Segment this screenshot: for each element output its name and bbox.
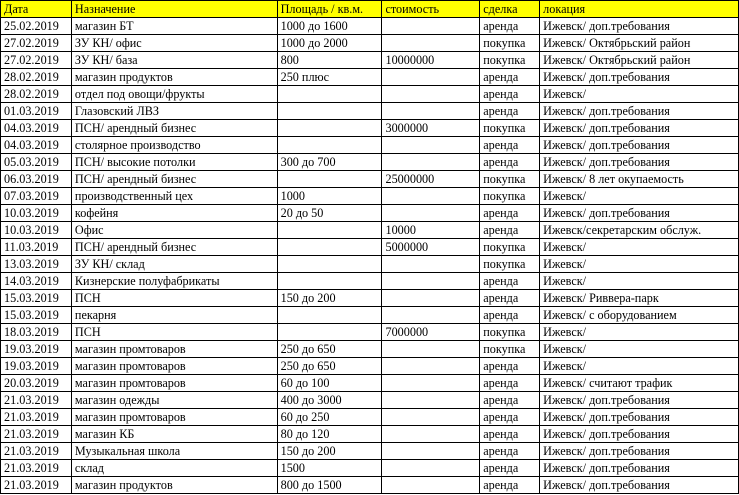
cell-purpose[interactable]: ПСН [71, 324, 277, 341]
cell-date[interactable]: 21.03.2019 [1, 426, 72, 443]
cell-deal[interactable]: аренда [480, 69, 540, 86]
table-row [1, 307, 739, 324]
cell-date[interactable]: 11.03.2019 [1, 239, 72, 256]
table-row [1, 443, 739, 460]
table-row [1, 103, 739, 120]
cell-deal[interactable]: аренда [480, 222, 540, 239]
cell-purpose[interactable]: склад [71, 460, 277, 477]
cell-area[interactable]: 300 до 700 [277, 154, 382, 171]
cell-date[interactable]: 04.03.2019 [1, 137, 72, 154]
cell-purpose[interactable]: магазин КБ [71, 426, 277, 443]
cell-price[interactable] [382, 409, 480, 426]
cell-location[interactable]: Ижевск/секретарским обслуж. [540, 222, 739, 239]
table-row [1, 341, 739, 358]
cell-location[interactable]: Ижевск/ доп.требования [540, 477, 739, 494]
cell-date[interactable]: 06.03.2019 [1, 171, 72, 188]
cell-location[interactable]: Ижевск/ доп.требования [540, 137, 739, 154]
cell-area[interactable]: 20 до 50 [277, 205, 382, 222]
cell-deal[interactable]: аренда [480, 358, 540, 375]
cell-location[interactable]: Ижевск/ доп.требования [540, 392, 739, 409]
cell-area[interactable]: 60 до 250 [277, 409, 382, 426]
cell-price[interactable] [382, 137, 480, 154]
cell-deal[interactable]: аренда [480, 103, 540, 120]
cell-location[interactable]: Ижевск/ [540, 188, 739, 205]
table-row [1, 290, 739, 307]
cell-date[interactable]: 27.02.2019 [1, 52, 72, 69]
header-cell-area[interactable]: Площадь / кв.м. [277, 1, 382, 18]
cell-purpose[interactable]: производственный цех [71, 188, 277, 205]
cell-area[interactable]: 80 до 120 [277, 426, 382, 443]
cell-deal[interactable]: аренда [480, 375, 540, 392]
cell-date[interactable]: 21.03.2019 [1, 477, 72, 494]
cell-purpose[interactable]: магазин промтоваров [71, 358, 277, 375]
table-row [1, 460, 739, 477]
cell-date[interactable]: 15.03.2019 [1, 307, 72, 324]
cell-deal[interactable]: покупка [480, 35, 540, 52]
cell-purpose[interactable]: ЗУ КН/ база [71, 52, 277, 69]
cell-price[interactable] [382, 290, 480, 307]
cell-deal[interactable]: аренда [480, 86, 540, 103]
cell-area[interactable] [277, 171, 382, 188]
cell-date[interactable]: 27.02.2019 [1, 35, 72, 52]
table-row [1, 52, 739, 69]
cell-purpose[interactable]: магазин промтоваров [71, 375, 277, 392]
table-row [1, 239, 739, 256]
cell-purpose[interactable]: магазин промтоваров [71, 409, 277, 426]
cell-area[interactable]: 60 до 100 [277, 375, 382, 392]
cell-location[interactable]: Ижевск/ с оборудованием [540, 307, 739, 324]
cell-area[interactable]: 150 до 200 [277, 443, 382, 460]
cell-deal[interactable]: аренда [480, 137, 540, 154]
table-row [1, 222, 739, 239]
cell-purpose[interactable]: магазин продуктов [71, 477, 277, 494]
cell-deal[interactable]: аренда [480, 443, 540, 460]
cell-area[interactable]: 800 [277, 52, 382, 69]
cell-date[interactable]: 15.03.2019 [1, 290, 72, 307]
cell-area[interactable]: 800 до 1500 [277, 477, 382, 494]
cell-deal[interactable]: аренда [480, 409, 540, 426]
cell-purpose[interactable]: Кизнерские полуфабрикаты [71, 273, 277, 290]
header-cell-price[interactable]: стоимость [382, 1, 480, 18]
cell-purpose[interactable]: ПСН/ арендный бизнес [71, 239, 277, 256]
cell-purpose[interactable]: магазин продуктов [71, 69, 277, 86]
cell-date[interactable]: 18.03.2019 [1, 324, 72, 341]
table-row [1, 409, 739, 426]
cell-deal[interactable]: покупка [480, 341, 540, 358]
cell-price[interactable] [382, 392, 480, 409]
cell-date[interactable]: 21.03.2019 [1, 443, 72, 460]
cell-deal[interactable]: аренда [480, 290, 540, 307]
cell-date[interactable]: 21.03.2019 [1, 460, 72, 477]
cell-date[interactable]: 21.03.2019 [1, 392, 72, 409]
cell-purpose[interactable]: ПСН/ арендный бизнес [71, 120, 277, 137]
cell-price[interactable]: 25000000 [382, 171, 480, 188]
cell-deal[interactable]: аренда [480, 18, 540, 35]
cell-price[interactable] [382, 307, 480, 324]
cell-date[interactable]: 10.03.2019 [1, 222, 72, 239]
cell-date[interactable]: 20.03.2019 [1, 375, 72, 392]
cell-deal[interactable]: аренда [480, 205, 540, 222]
cell-deal[interactable]: аренда [480, 477, 540, 494]
cell-deal[interactable]: покупка [480, 188, 540, 205]
cell-location[interactable]: Ижевск/ Октябрьский район [540, 35, 739, 52]
cell-area[interactable] [277, 222, 382, 239]
table-row [1, 426, 739, 443]
cell-price[interactable] [382, 460, 480, 477]
table-row [1, 86, 739, 103]
cell-location[interactable]: Ижевск/ доп.требования [540, 120, 739, 137]
cell-date[interactable]: 21.03.2019 [1, 409, 72, 426]
cell-price[interactable] [382, 154, 480, 171]
cell-date[interactable]: 19.03.2019 [1, 358, 72, 375]
cell-date[interactable]: 28.02.2019 [1, 86, 72, 103]
cell-area[interactable] [277, 120, 382, 137]
table-row [1, 171, 739, 188]
cell-purpose[interactable]: ЗУ КН/ офис [71, 35, 277, 52]
cell-location[interactable]: Ижевск/ [540, 256, 739, 273]
cell-date[interactable]: 28.02.2019 [1, 69, 72, 86]
cell-location[interactable]: Ижевск/ доп.требования [540, 69, 739, 86]
cell-location[interactable]: Ижевск/ доп.требования [540, 103, 739, 120]
cell-purpose[interactable]: пекарня [71, 307, 277, 324]
cell-purpose[interactable]: магазин БТ [71, 18, 277, 35]
cell-price[interactable]: 3000000 [382, 120, 480, 137]
cell-area[interactable] [277, 86, 382, 103]
cell-price[interactable] [382, 375, 480, 392]
cell-price[interactable]: 5000000 [382, 239, 480, 256]
table-row [1, 205, 739, 222]
cell-area[interactable] [277, 324, 382, 341]
header-cell-purpose[interactable]: Назначение [71, 1, 277, 18]
cell-purpose[interactable]: кофейня [71, 205, 277, 222]
cell-deal[interactable]: покупка [480, 120, 540, 137]
cell-deal[interactable]: аренда [480, 307, 540, 324]
cell-purpose[interactable]: ПСН [71, 290, 277, 307]
table-row [1, 35, 739, 52]
cell-date[interactable]: 25.02.2019 [1, 18, 72, 35]
cell-price[interactable] [382, 18, 480, 35]
cell-price[interactable]: 10000000 [382, 52, 480, 69]
table-row [1, 375, 739, 392]
table-row [1, 324, 739, 341]
cell-price[interactable] [382, 256, 480, 273]
cell-area[interactable]: 1000 до 1600 [277, 18, 382, 35]
cell-location[interactable]: Ижевск/ 8 лет окупаемость [540, 171, 739, 188]
cell-location[interactable]: Ижевск/ считают трафик [540, 375, 739, 392]
table-row [1, 120, 739, 137]
cell-location[interactable]: Ижевск/ [540, 86, 739, 103]
cell-location[interactable]: Ижевск/ [540, 358, 739, 375]
table-row [1, 154, 739, 171]
cell-deal[interactable]: аренда [480, 426, 540, 443]
cell-location[interactable]: Ижевск/ доп.требования [540, 154, 739, 171]
cell-purpose[interactable]: магазин промтоваров [71, 341, 277, 358]
cell-area[interactable] [277, 103, 382, 120]
table-row [1, 256, 739, 273]
cell-purpose[interactable]: Музыкальная школа [71, 443, 277, 460]
cell-deal[interactable]: аренда [480, 273, 540, 290]
table-row [1, 18, 739, 35]
table-row [1, 273, 739, 290]
cell-location[interactable]: Ижевск/ [540, 239, 739, 256]
cell-area[interactable]: 150 до 200 [277, 290, 382, 307]
cell-purpose[interactable]: столярное производство [71, 137, 277, 154]
cell-location[interactable]: Ижевск/ доп.требования [540, 426, 739, 443]
cell-deal[interactable]: аренда [480, 154, 540, 171]
cell-price[interactable] [382, 273, 480, 290]
cell-purpose[interactable]: Офис [71, 222, 277, 239]
cell-location[interactable]: Ижевск/ Октябрьский район [540, 52, 739, 69]
cell-price[interactable] [382, 86, 480, 103]
cell-deal[interactable]: покупка [480, 52, 540, 69]
cell-area[interactable]: 1500 [277, 460, 382, 477]
cell-area[interactable]: 250 плюс [277, 69, 382, 86]
table-row [1, 358, 739, 375]
cell-price[interactable] [382, 103, 480, 120]
cell-price[interactable]: 7000000 [382, 324, 480, 341]
cell-area[interactable]: 1000 [277, 188, 382, 205]
cell-location[interactable]: Ижевск/ [540, 324, 739, 341]
cell-date[interactable]: 13.03.2019 [1, 256, 72, 273]
cell-purpose[interactable]: ПСН/ высокие потолки [71, 154, 277, 171]
cell-location[interactable]: Ижевск/ [540, 341, 739, 358]
cell-location[interactable]: Ижевск/ доп.требования [540, 18, 739, 35]
cell-date[interactable]: 10.03.2019 [1, 205, 72, 222]
header-cell-deal[interactable]: сделка [480, 1, 540, 18]
cell-date[interactable]: 04.03.2019 [1, 120, 72, 137]
cell-purpose[interactable]: ПСН/ арендный бизнес [71, 171, 277, 188]
cell-price[interactable] [382, 35, 480, 52]
table-row [1, 477, 739, 494]
cell-area[interactable] [277, 256, 382, 273]
cell-location[interactable]: Ижевск/ доп.требования [540, 443, 739, 460]
cell-date[interactable]: 05.03.2019 [1, 154, 72, 171]
table-row [1, 188, 739, 205]
cell-price[interactable] [382, 69, 480, 86]
cell-area[interactable]: 1000 до 2000 [277, 35, 382, 52]
cell-date[interactable]: 01.03.2019 [1, 103, 72, 120]
cell-price[interactable] [382, 205, 480, 222]
cell-location[interactable]: Ижевск/ [540, 273, 739, 290]
table-row [1, 69, 739, 86]
cell-price[interactable] [382, 426, 480, 443]
cell-location[interactable]: Ижевск/ доп.требования [540, 205, 739, 222]
cell-price[interactable] [382, 188, 480, 205]
cell-deal[interactable]: покупка [480, 324, 540, 341]
cell-price[interactable]: 10000 [382, 222, 480, 239]
cell-area[interactable] [277, 239, 382, 256]
cell-area[interactable] [277, 273, 382, 290]
header-row [1, 1, 739, 18]
cell-purpose[interactable]: Глазовский ЛВЗ [71, 103, 277, 120]
cell-date[interactable]: 07.03.2019 [1, 188, 72, 205]
cell-deal[interactable]: покупка [480, 256, 540, 273]
cell-date[interactable]: 19.03.2019 [1, 341, 72, 358]
cell-deal[interactable]: аренда [480, 392, 540, 409]
cell-deal[interactable]: покупка [480, 239, 540, 256]
cell-area[interactable]: 400 до 3000 [277, 392, 382, 409]
cell-deal[interactable]: покупка [480, 171, 540, 188]
header-cell-date[interactable]: Дата [1, 1, 72, 18]
cell-area[interactable]: 250 до 650 [277, 358, 382, 375]
cell-price[interactable] [382, 443, 480, 460]
table-row [1, 137, 739, 154]
cell-price[interactable] [382, 358, 480, 375]
cell-purpose[interactable]: отдел под овощи/фрукты [71, 86, 277, 103]
cell-location[interactable]: Ижевск/ доп.требования [540, 409, 739, 426]
cell-area[interactable]: 250 до 650 [277, 341, 382, 358]
cell-date[interactable]: 14.03.2019 [1, 273, 72, 290]
cell-deal[interactable]: аренда [480, 460, 540, 477]
cell-purpose[interactable]: ЗУ КН/ склад [71, 256, 277, 273]
cell-purpose[interactable]: магазин одежды [71, 392, 277, 409]
table-row [1, 392, 739, 409]
cell-area[interactable] [277, 137, 382, 154]
cell-price[interactable] [382, 341, 480, 358]
cell-location[interactable]: Ижевск/ Риввера-парк [540, 290, 739, 307]
cell-price[interactable] [382, 477, 480, 494]
cell-area[interactable] [277, 307, 382, 324]
cell-location[interactable]: Ижевск/ доп.требования [540, 460, 739, 477]
header-cell-location[interactable]: локация [540, 1, 739, 18]
